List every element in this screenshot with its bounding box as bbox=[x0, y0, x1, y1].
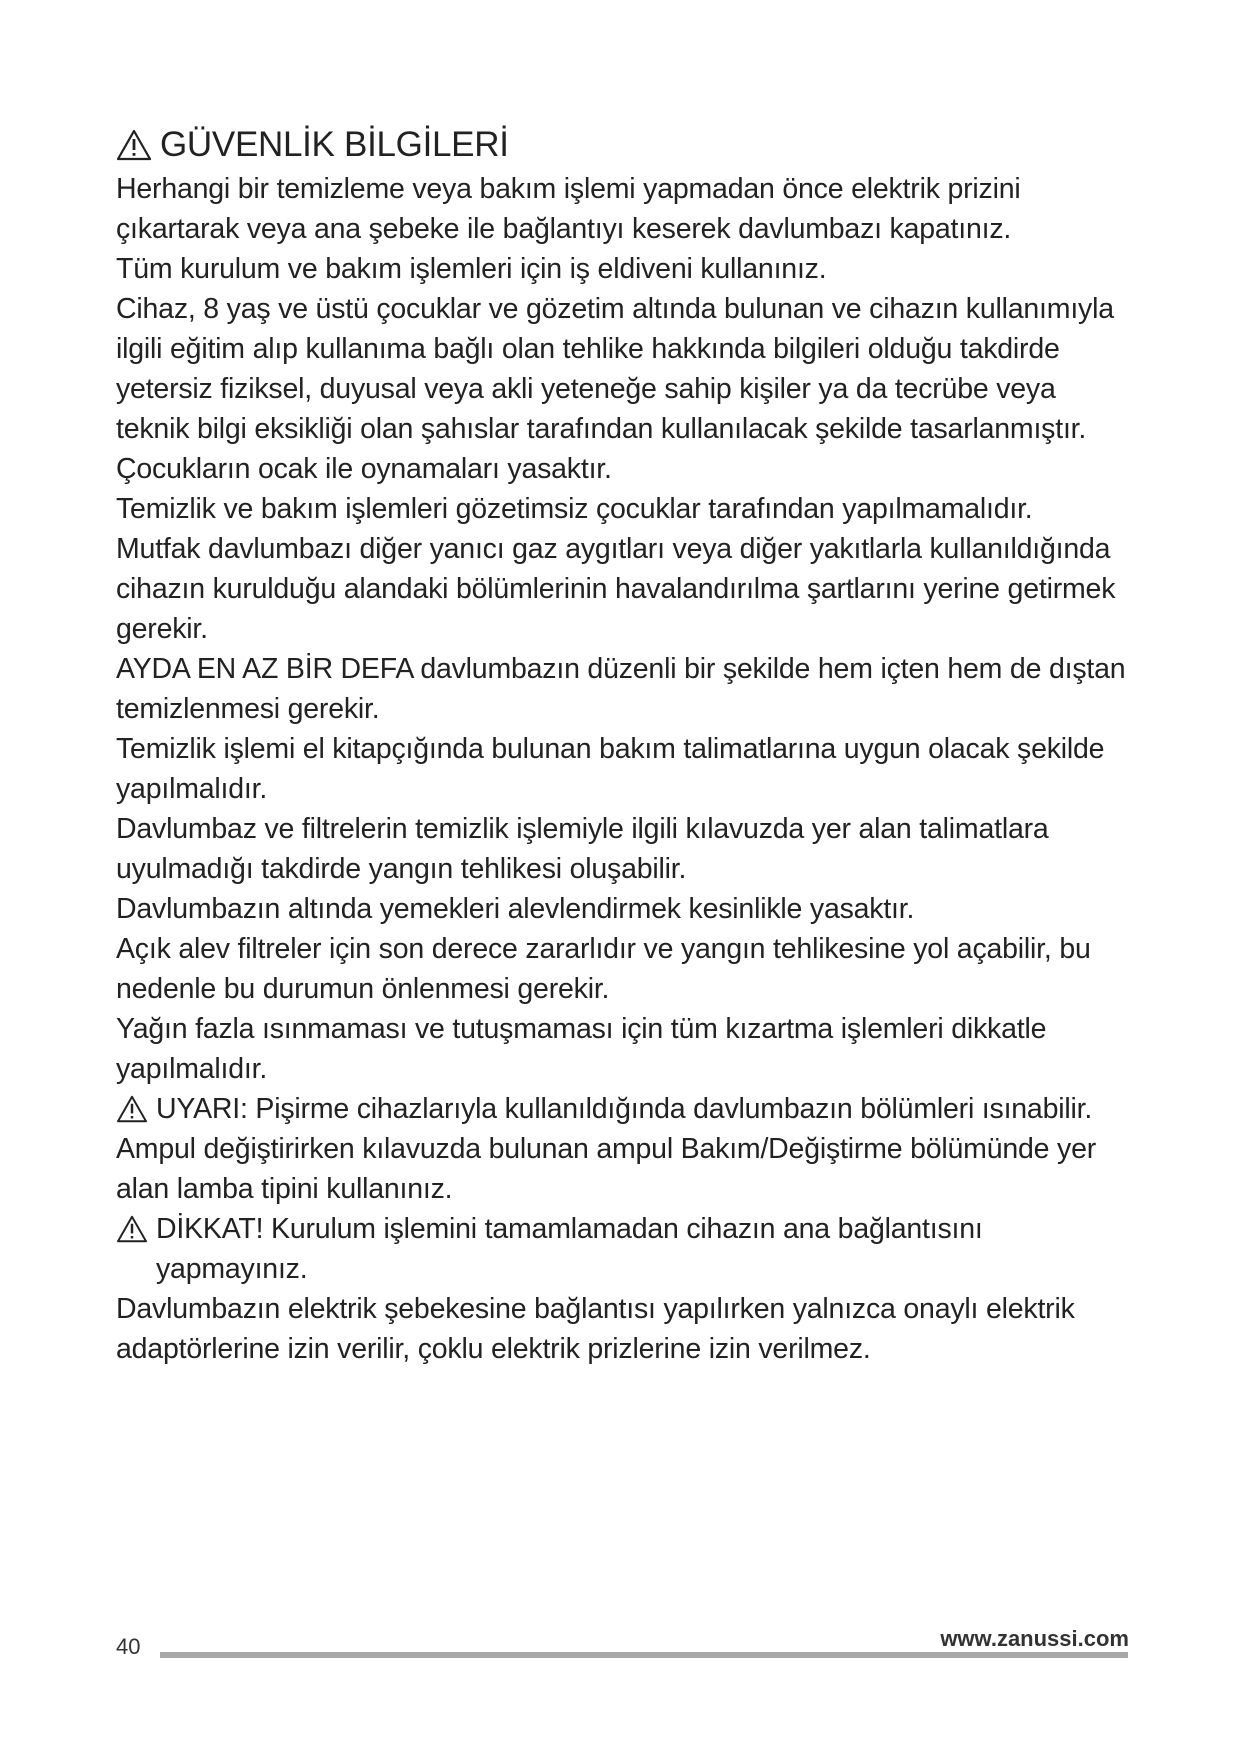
page-content bbox=[116, 123, 1126, 1369]
section-heading bbox=[116, 123, 1126, 167]
warning-triangle-icon bbox=[116, 1215, 148, 1243]
warning-hot-parts bbox=[116, 1089, 1126, 1129]
paragraph-cleaning-instructions: Temizlik işlemi el kitapçığında bulunan bakım talimatlarına uygun olacak şekilde yapılmalıdır. bbox=[116, 733, 1105, 805]
paragraph-flambe: Davlumbazın altında yemekleri alevlendirmek kesinlikle yasaktır. bbox=[116, 893, 915, 925]
warning-triangle-icon bbox=[116, 129, 152, 161]
warning-installation-text: DİKKAT! Kurulum işlemini tamamlamadan cihazın ana bağlantısını yapmayınız. bbox=[156, 1213, 983, 1285]
paragraph-cleaning-power: Herhangi bir temizleme veya bakım işlemi yapmadan önce elektrik prizini çıkartarak veya ana şebeke ile bağlantıyı keserek davlumbazı kapatınız. bbox=[116, 173, 1021, 245]
paragraph-children-cleaning: Temizlik ve bakım işlemleri gözetimsiz çocuklar tarafından yapılmamalıdır. bbox=[116, 493, 1033, 525]
paragraph-monthly-cleaning: AYDA EN AZ BİR DEFA davlumbazın düzenli bir şekilde hem içten hem de dıştan temizlenmesi gerekir. bbox=[116, 653, 1126, 725]
footer-rule bbox=[160, 1652, 1128, 1658]
paragraph-frying: Yağın fazla ısınmaması ve tutuşmaması için tüm kızartma işlemleri dikkatle yapılmalıdır. bbox=[116, 1013, 1047, 1085]
paragraph-children-play: Çocukların ocak ile oynamaları yasaktır. bbox=[116, 453, 612, 485]
heading-text: GÜVENLİK BİLGİLERİ bbox=[160, 125, 509, 164]
paragraph-open-flame: Açık alev filtreler için son derece zararlıdır ve yangın tehlikesine yol açabilir, bu nedenle bu durumun önlenmesi gerekir. bbox=[116, 933, 1091, 1005]
page-number: 40 bbox=[116, 1634, 141, 1659]
warning-hot-parts-text: UYARI: Pişirme cihazlarıyla kullanıldığında davlumbazın bölümleri ısınabilir. bbox=[156, 1093, 1093, 1125]
paragraph-users: Cihaz, 8 yaş ve üstü çocuklar ve gözetim altında bulunan ve cihazın kullanımıyla ilgili eğitim alıp kullanıma bağlı olan tehlike hakkında bilgileri olduğu takdirde yetersiz fiziksel, duyusal veya akli yeteneğe sahip kişiler ya da tecrübe veya teknik bilgi eksikliği olan şahıslar tarafından kullanılacak şekilde tasarlanmıştır. bbox=[116, 293, 1114, 445]
paragraph-ventilation: Mutfak davlumbazı diğer yanıcı gaz aygıtları veya diğer yakıtlarla kullanıldığında cihazın kurulduğu alandaki bölümlerinin havalandırılma şartlarını yerine getirmek gerekir. bbox=[116, 533, 1116, 645]
paragraph-lamp: Ampul değiştirirken kılavuzda bulunan ampul Bakım/Değiştirme bölümünde yer alan lamba tipini kullanınız. bbox=[116, 1133, 1097, 1205]
footer-website: www.zanussi.com bbox=[940, 1626, 1129, 1651]
warning-installation bbox=[116, 1209, 1126, 1289]
paragraph-gloves: Tüm kurulum ve bakım işlemleri için iş eldiveni kullanınız. bbox=[116, 253, 827, 285]
paragraph-adapters: Davlumbazın elektrik şebekesine bağlantısı yapılırken yalnızca onaylı elektrik adaptörlerine izin verilir, çoklu elektrik prizlerine izin verilmez. bbox=[116, 1293, 1075, 1365]
warning-triangle-icon bbox=[116, 1095, 148, 1123]
paragraph-fire-risk: Davlumbaz ve filtrelerin temizlik işlemiyle ilgili kılavuzda yer alan talimatlara uyulmadığı takdirde yangın tehlikesi oluşabilir. bbox=[116, 813, 1049, 885]
